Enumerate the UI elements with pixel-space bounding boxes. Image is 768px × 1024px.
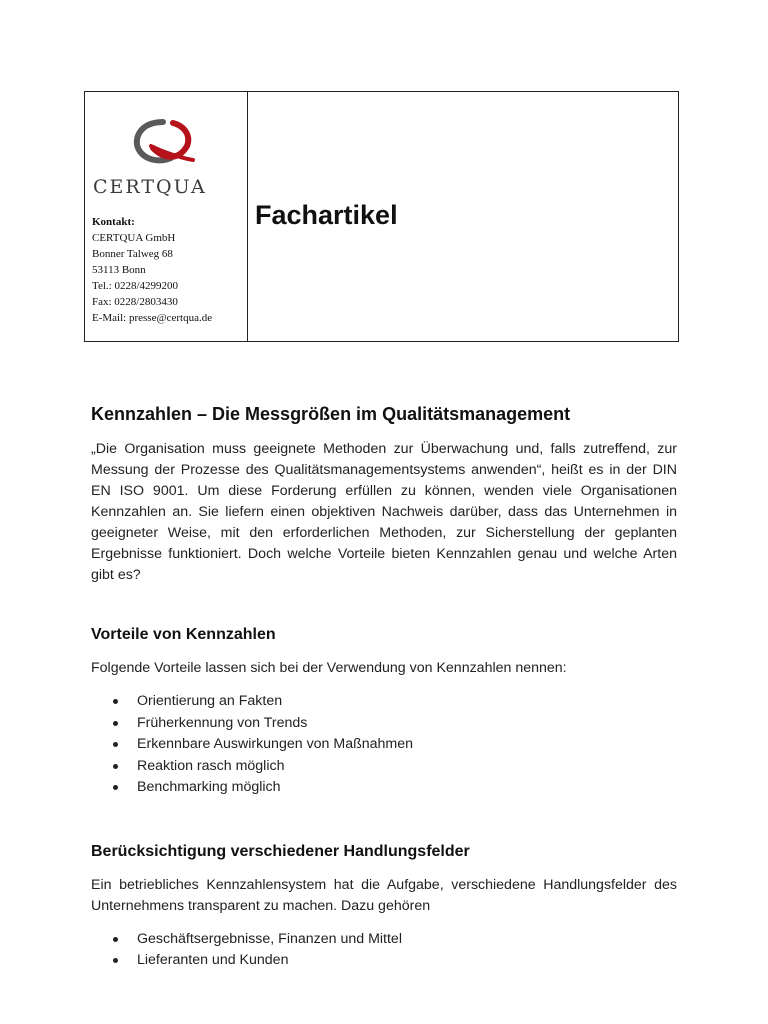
header-box [84,91,679,342]
intro-paragraph: „Die Organisation muss geeignete Methoden zur Überwachung und, falls zutreffend, zur Messung der Prozesse des Qualitätsmanagementsystems anwenden“, heißt es in der DIN EN ISO 9001. Um diese Forderung erfüllen zu können, wenden viele Organisationen Kennzahlen an. Sie liefern einen objektiven Nachweis darüber, dass das Unternehmen in geeigneter Weise, mit den erforderlichen Methoden, zur Sicherstellung der geplanten Ergebnisse funktioniert. Doch welche Vorteile bieten Kennzahlen genau und welche Arten gibt es? [91,441,677,583]
contact-street: Bonner Talweg 68 [92,248,173,260]
bullet-icon [113,937,118,942]
list-item: Orientierung an Fakten [91,691,677,713]
bullet-icon [113,764,118,769]
bullet-icon [113,742,118,747]
contact-city: 53113 Bonn [92,264,146,276]
contact-email: E-Mail: presse@certqua.de [92,312,213,324]
contact-cell [85,92,248,341]
document-type: Fachartikel [255,200,398,230]
list-item: Lieferanten und Kunden [91,950,677,972]
bullet-list-vorteile [91,691,677,799]
contact-company: CERTQUA GmbH [92,232,176,244]
logo-wordmark: CERTQUA [93,176,207,198]
logo-ring-red [153,123,188,157]
section-text-handlungsfelder: Ein betriebliches Kennzahlensystem hat die Aufgabe, verschiedene Handlungsfelder des Unternehmens transparent zu machen. Dazu gehören [91,876,677,914]
contact-phone: Tel.: 0228/4299200 [92,280,179,292]
contact-block [92,214,212,326]
list-item: Benchmarking möglich [91,777,677,799]
contact-label: Kontakt: [92,216,135,228]
section-heading-handlungsfelder: Berücksichtigung verschiedener Handlungsfelder [91,842,470,860]
article-body [91,404,677,1016]
bullet-icon [113,699,118,704]
list-item: Reaktion rasch möglich [91,756,677,778]
list-item: Erkennbare Auswirkungen von Maßnahmen [91,734,677,756]
bullet-list-handlungsfelder [91,929,677,972]
bullet-icon [113,958,118,963]
section-heading-vorteile: Vorteile von Kennzahlen [91,626,276,643]
title-cell [248,92,678,341]
list-item: Geschäftsergebnisse, Finanzen und Mittel [91,929,677,951]
section-text-vorteile: Folgende Vorteile lassen sich bei der Verwendung von Kennzahlen nennen: [91,660,567,676]
bullet-icon [113,721,118,726]
list-item: Früherkennung von Trends [91,713,677,735]
bullet-icon [113,785,118,790]
article-title: Kennzahlen – Die Messgrößen im Qualitätsmanagement [91,404,571,424]
contact-fax: Fax: 0228/2803430 [92,296,178,308]
